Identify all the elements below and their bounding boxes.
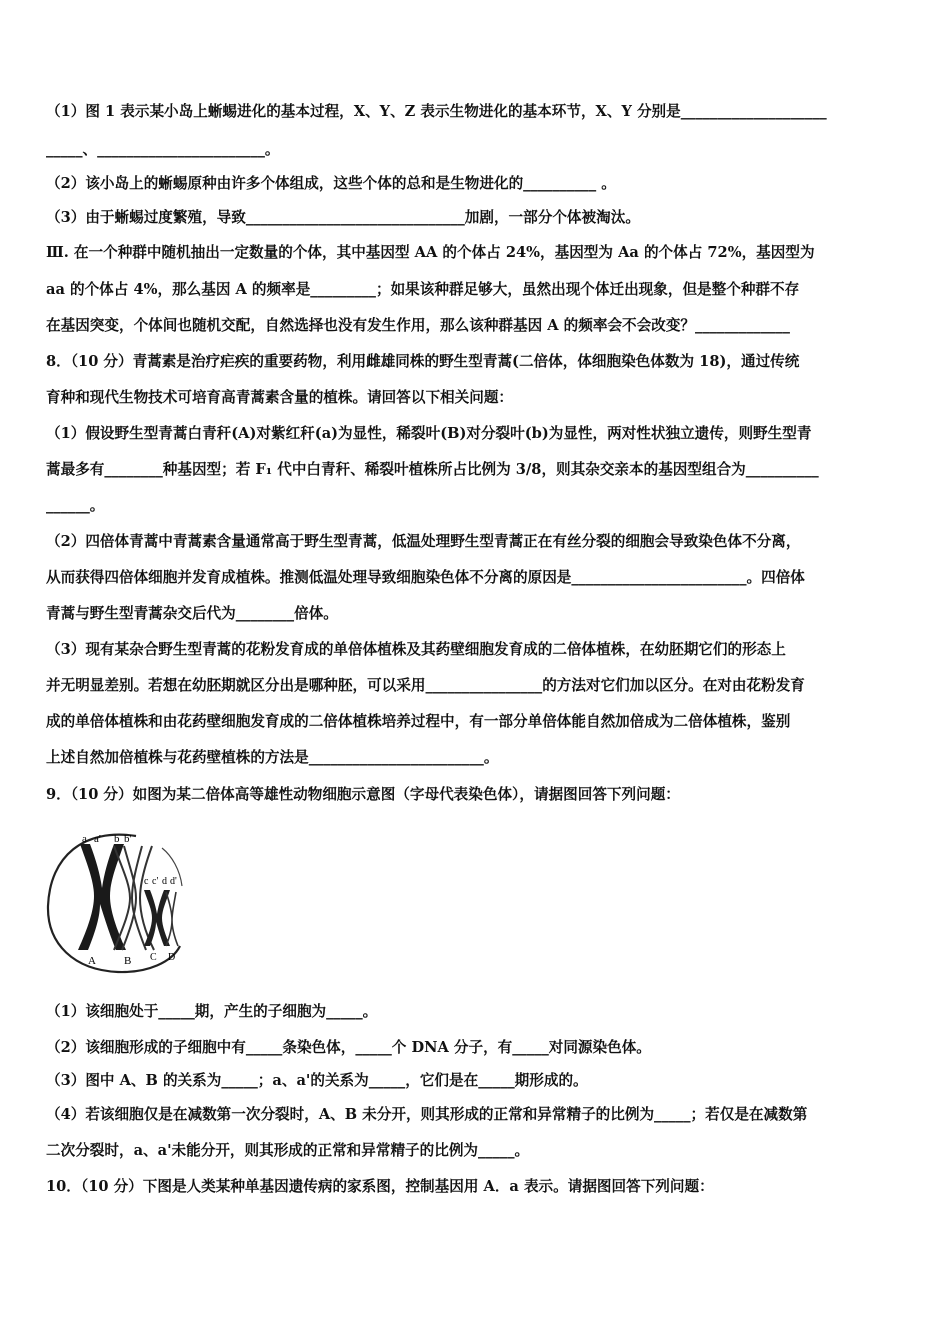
label-c-prime: c' [152,876,159,887]
label-d: d [162,876,167,887]
text-line: _____、_______________________。 [46,141,280,158]
text-line: 成的单倍体植株和由花药壁细胞发育成的二倍体植株培养过程中，有一部分单倍体能自然加倍成为二倍体植株，鉴别 [46,713,791,730]
text-line: 青蒿与野生型青蒿杂交后代为________倍体。 [46,605,338,622]
text-line: 在基因突变，个体间也随机交配，自然选择也没有发生作用，那么该种群基因 A 的频率会不会改变？_____________ [46,317,790,334]
text-line: （2）四倍体青蒿中青蒿素含量通常高于野生型青蒿，低温处理野生型青蒿正在有丝分裂的细胞会导致染色体不分离， [46,533,801,550]
label-a: a [82,833,87,845]
cell-diagram [44,826,184,974]
text-line: （3）图中 A、B 的关系为_____；a、a'的关系为_____，它们是在_____期形成的。 [46,1072,588,1089]
label-C: C [150,952,157,963]
text-line: （3）由于蜥蜴过度繁殖，导致______________________________加剧，一部分个体被淘汰。 [46,209,640,226]
text-line: 从而获得四倍体细胞并发育成植株。推测低温处理导致细胞染色体不分离的原因是________________________。四倍体 [46,569,805,586]
text-line: 上述自然加倍植株与花药壁植株的方法是________________________。 [46,749,499,766]
text-line: （2）该细胞形成的子细胞中有_____条染色体，_____个 DNA 分子，有_____对同源染色体。 [46,1039,651,1056]
text-line: Ⅲ. 在一个种群中随机抽出一定数量的个体，其中基因型 AA 的个体占 24%，基因型为 Aa 的个体占 72%，基因型为 [46,244,815,261]
text-line: （2）该小岛上的蜥蜴原种由许多个体组成，这些个体的总和是生物进化的__________ 。 [46,175,616,192]
text-line: （1）假设野生型青蒿白青秆(A)对紫红秆(a)为显性，稀裂叶(B)对分裂叶(b)为显性，两对性状独立遗传，则野生型青 [46,425,812,442]
text-line: aa 的个体占 4%，那么基因 A 的频率是_________；如果该种群足够大，虽然出现个体迁出现象，但是整个种群不存 [46,281,800,298]
text-line: 9．（10 分）如图为某二倍体高等雄性动物细胞示意图（字母代表染色体），请据图回答下列问题： [46,786,680,803]
text-line: 二次分裂时，a、a'未能分开，则其形成的正常和异常精子的比例为_____。 [46,1142,530,1159]
label-A: A [88,955,96,967]
label-b-prime: b' [124,833,132,845]
label-d-prime: d' [170,876,177,887]
label-b: b [114,833,120,845]
text-line: （1）该细胞处于_____期，产生的子细胞为_____。 [46,1003,378,1020]
text-line: 10．（10 分）下图是人类某种单基因遗传病的家系图，控制基因用 A．a 表示。请据图回答下列问题： [46,1178,714,1195]
label-D: D [168,952,176,963]
text-line: 8．（10 分）青蒿素是治疗疟疾的重要药物，利用雌雄同株的野生型青蒿(二倍体，体细胞染色体数为 18)，通过传统 [46,353,800,370]
label-c: c [144,876,149,887]
text-line: 蒿最多有________种基因型；若 F₁ 代中白青秆、稀裂叶植株所占比例为 3/8，则其杂交亲本的基因型组合为__________ [46,461,819,478]
text-line: （4）若该细胞仅是在减数第一次分裂时，A、B 未分开，则其形成的正常和异常精子的比例为_____；若仅是在减数第 [46,1106,808,1123]
text-line: 育种和现代生物技术可培育高青蒿素含量的植株。请回答以下相关问题： [46,389,514,406]
label-a-prime: a' [94,833,101,845]
text-line: （1）图 1 表示某小岛上蜥蜴进化的基本过程，X、Y、Z 表示生物进化的基本环节，X、Y 分别是____________________ [46,103,827,120]
text-line: 并无明显差别。若想在幼胚期就区分出是哪种胚，可以采用________________的方法对它们加以区分。在对由花粉发育 [46,677,805,694]
text-line: （3）现有某杂合野生型青蒿的花粉发育成的单倍体植株及其药壁细胞发育成的二倍体植株，在幼胚期它们的形态上 [46,641,786,658]
text-line: ______。 [46,497,105,514]
label-B: B [124,955,132,967]
